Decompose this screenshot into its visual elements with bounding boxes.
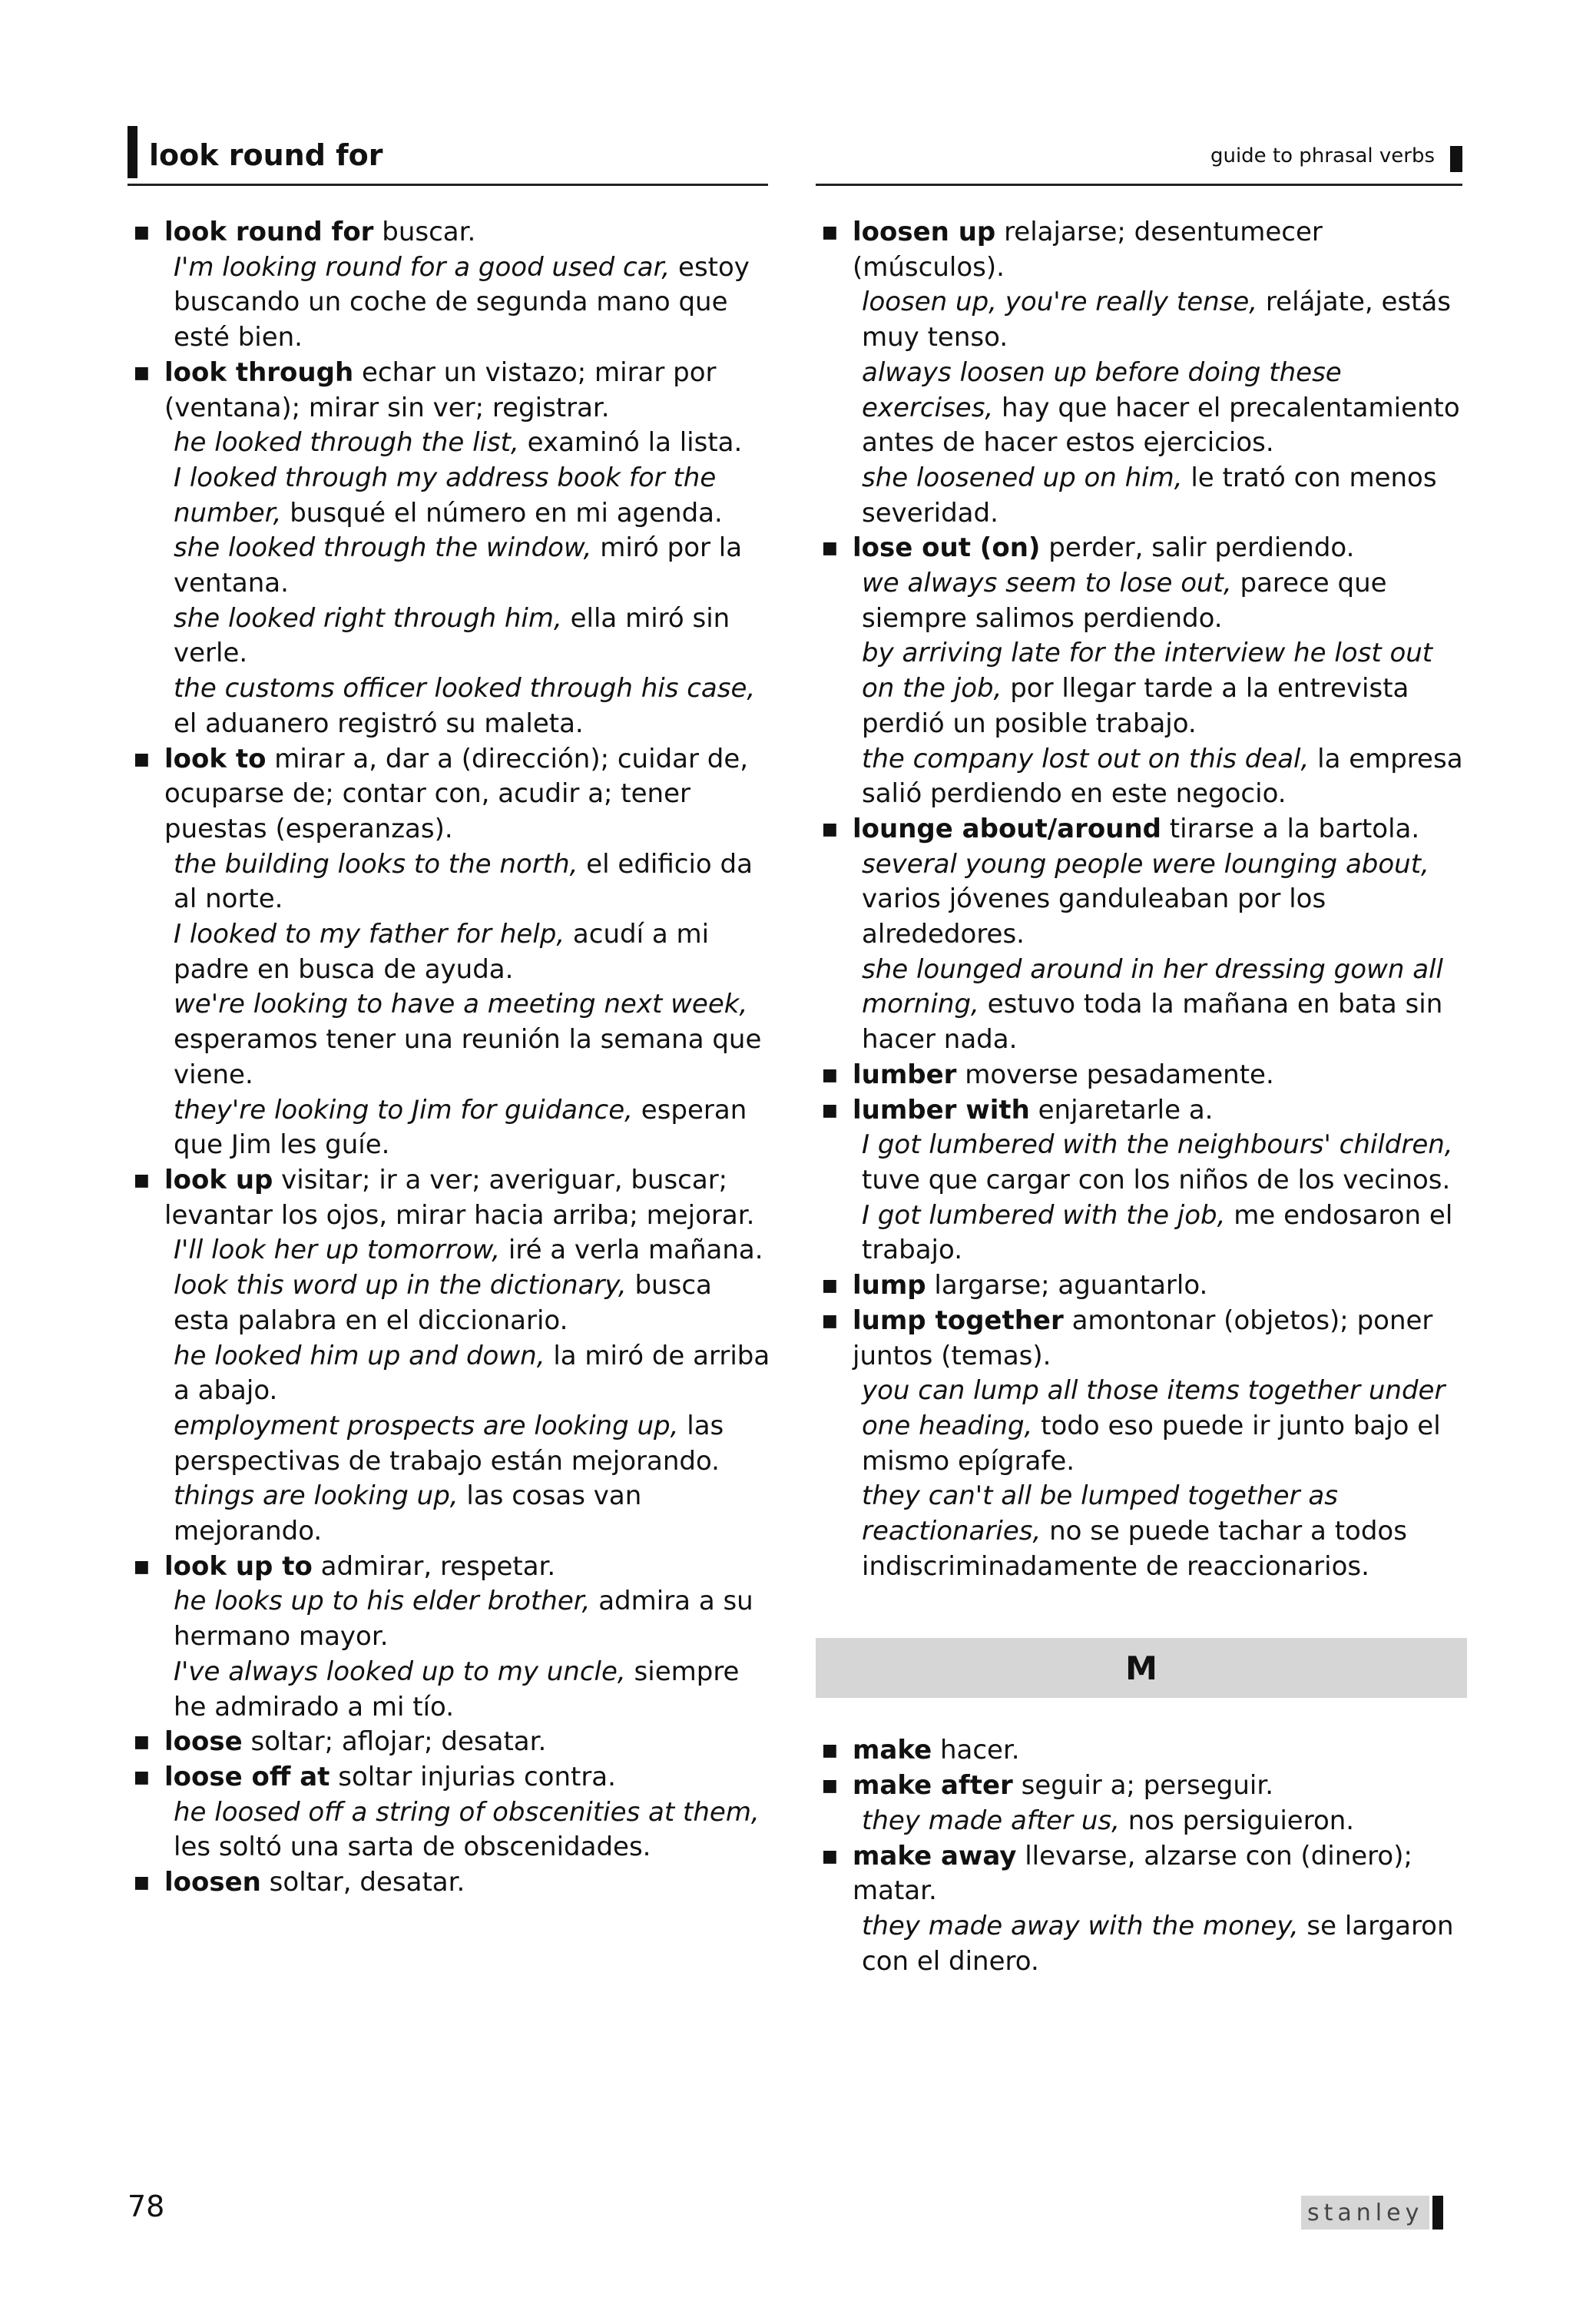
entry-definition: soltar; aflojar; desatar.	[242, 1726, 547, 1758]
entry-definition: largarse; aguantarlo.	[926, 1270, 1208, 1301]
bullet-icon: ■	[822, 1276, 838, 1296]
entry-headword: look to	[164, 743, 267, 774]
entry-headword: make	[853, 1735, 932, 1766]
example-translation: les soltó una sarta de obscenidades.	[174, 1832, 651, 1863]
running-head-guide: guide to phrasal verbs	[1210, 144, 1435, 167]
example-translation: esperan que Jim les guíe.	[174, 1094, 747, 1161]
bullet-icon: ■	[822, 1065, 838, 1085]
entry-headword: make after	[853, 1770, 1013, 1802]
usage-example	[164, 1233, 773, 1268]
entry-definition: admirar, respetar.	[312, 1550, 556, 1582]
example-translation: le trató con menos severidad.	[862, 462, 1437, 529]
usage-example	[164, 847, 773, 917]
usage-example	[853, 847, 1469, 953]
example-translation: la miró de arriba a abajo.	[174, 1340, 770, 1407]
entry-headword: loosen	[164, 1867, 261, 1898]
example-english: the company lost out on this deal,	[862, 743, 1310, 774]
example-translation: el aduanero registró su maleta.	[174, 708, 584, 739]
usage-example	[853, 285, 1469, 355]
entry-definition: soltar, desatar.	[260, 1867, 465, 1898]
usage-example	[164, 1093, 773, 1163]
usage-example	[164, 602, 773, 671]
entry-headword: make away	[853, 1840, 1017, 1871]
usage-example	[853, 1374, 1469, 1479]
usage-example	[164, 1339, 773, 1409]
usage-example	[853, 461, 1469, 531]
example-english: they can't all be lumped together as reactionaries,	[862, 1480, 1338, 1547]
dictionary-entry	[127, 215, 773, 356]
logo-bar	[1432, 2196, 1443, 2230]
example-translation: el edificio da al norte.	[174, 848, 753, 915]
example-english: the building looks to the north,	[174, 848, 578, 880]
example-english: they're looking to Jim for guidance,	[174, 1094, 633, 1126]
bullet-icon: ■	[822, 1311, 838, 1331]
publisher-logo	[1301, 2196, 1443, 2230]
example-translation: estoy buscando un coche de segunda mano que esté bien.	[174, 251, 750, 353]
entry-definition: seguir a; perseguir.	[1012, 1770, 1274, 1802]
publisher-name: stanley	[1301, 2196, 1429, 2230]
dictionary-entry	[127, 1865, 773, 1901]
dictionary-entry	[816, 1093, 1469, 1269]
running-head-title: look round for	[149, 138, 383, 172]
entry-definition: amontonar (objetos); poner juntos (temas).	[853, 1305, 1433, 1371]
usage-example	[164, 250, 773, 356]
usage-example	[164, 1268, 773, 1338]
entry-headword: lump together	[853, 1305, 1064, 1336]
example-translation: por llegar tarde a la entrevista perdió un posible trabajo.	[862, 673, 1409, 739]
example-english: she looked right through him,	[174, 602, 562, 634]
bullet-icon: ■	[134, 363, 150, 383]
entry-headword: look round for	[164, 217, 374, 247]
dictionary-entry	[816, 531, 1469, 812]
example-english: employment prospects are looking up,	[174, 1410, 679, 1441]
bullet-icon: ■	[822, 819, 838, 839]
usage-example	[164, 461, 773, 531]
example-translation: busca esta palabra en el diccionario.	[174, 1270, 712, 1336]
dictionary-entry	[816, 1733, 1469, 1769]
example-english: she lounged around in her dressing gown all morning,	[862, 953, 1443, 1020]
example-translation: ella miró sin verle.	[174, 602, 730, 669]
usage-example	[164, 917, 773, 987]
dictionary-entry	[816, 1839, 1469, 1980]
example-translation: examinó la lista.	[518, 427, 743, 459]
example-translation: parece que siempre salimos perdiendo.	[862, 568, 1387, 634]
usage-example	[164, 671, 773, 741]
usage-example	[853, 1804, 1469, 1839]
entry-headword: loosen up	[853, 217, 996, 247]
right-entry-list	[816, 215, 1469, 1584]
example-english: I looked to my father for help,	[174, 919, 565, 950]
header-rule	[127, 184, 768, 186]
section-letter-box: M	[816, 1638, 1467, 1698]
example-translation: varios jóvenes ganduleaban por los alrededores.	[862, 884, 1326, 950]
entry-definition: moverse pesadamente.	[956, 1059, 1274, 1090]
usage-example	[164, 1655, 773, 1725]
example-translation: hay que hacer el precalentamiento antes de hacer estos ejercicios.	[862, 392, 1460, 459]
header-bar-marker	[127, 126, 137, 178]
right-column	[816, 215, 1469, 1979]
example-english: loosen up, you're really tense,	[862, 287, 1258, 318]
left-running-header	[127, 115, 768, 186]
dictionary-entry	[127, 742, 773, 1163]
bullet-icon: ■	[134, 749, 150, 769]
usage-example	[164, 1584, 773, 1654]
example-translation: se largaron con el dinero.	[862, 1910, 1454, 1977]
dictionary-entry	[127, 1760, 773, 1865]
example-translation: acudí a mi padre en busca de ayuda.	[174, 919, 710, 985]
bullet-icon: ■	[134, 223, 150, 242]
header-square-marker	[1450, 146, 1462, 172]
bullet-icon: ■	[134, 1873, 150, 1893]
dictionary-entry	[127, 1550, 773, 1726]
dictionary-entry	[816, 1769, 1469, 1838]
example-english: he looks up to his elder brother,	[174, 1586, 591, 1617]
usage-example	[164, 1795, 773, 1865]
section-entry-list	[816, 1733, 1469, 1979]
page-number: 78	[127, 2190, 165, 2223]
entry-headword: lose out (on)	[853, 532, 1041, 564]
bullet-icon: ■	[134, 1767, 150, 1787]
entry-definition: buscar.	[373, 217, 476, 247]
dictionary-entry	[816, 1268, 1469, 1304]
usage-example	[164, 1409, 773, 1479]
example-english: I looked through my address book for the number,	[174, 462, 717, 529]
example-translation: nos persiguieron.	[1119, 1805, 1355, 1836]
usage-example	[853, 742, 1469, 812]
entry-definition: llevarse, alzarse con (dinero); matar.	[853, 1840, 1412, 1907]
example-english: things are looking up,	[174, 1480, 459, 1512]
dictionary-entry	[127, 1725, 773, 1760]
example-english: I'll look her up tomorrow,	[174, 1235, 501, 1266]
example-english: we always seem to lose out,	[862, 568, 1232, 599]
example-translation: esperamos tener una reunión la semana que viene.	[174, 1024, 762, 1090]
example-translation: las perspectivas de trabajo están mejorando.	[174, 1410, 724, 1477]
example-translation: admira a su hermano mayor.	[174, 1586, 753, 1653]
usage-example	[164, 1479, 773, 1549]
bullet-icon: ■	[134, 1170, 150, 1190]
entry-definition: hacer.	[932, 1735, 1020, 1766]
bullet-icon: ■	[822, 1100, 838, 1120]
example-english: I got lumbered with the neighbours' children,	[862, 1129, 1453, 1161]
usage-example	[853, 566, 1469, 636]
dictionary-entry	[816, 1304, 1469, 1585]
example-english: he loosed off a string of obscenities at them,	[174, 1796, 760, 1828]
example-translation: la empresa salió perdiendo en este negocio.	[862, 743, 1463, 810]
example-english: they made away with the money,	[862, 1910, 1299, 1941]
example-translation: miró por la ventana.	[174, 532, 743, 599]
usage-example	[164, 987, 773, 1092]
entry-headword: look through	[164, 356, 354, 388]
example-english: by arriving late for the interview he lost out on the job,	[862, 638, 1433, 704]
entry-definition: echar un vistazo; mirar por (ventana); mirar sin ver; registrar.	[164, 356, 717, 423]
entry-headword: loose off at	[164, 1761, 330, 1792]
bullet-icon: ■	[134, 1732, 150, 1752]
example-translation: todo eso puede ir junto bajo el mismo epígrafe.	[862, 1410, 1441, 1477]
entry-definition: mirar a, dar a (dirección); cuidar de, ocuparse de; contar con, acudir a; tener puestas (esperanzas).	[164, 743, 749, 844]
entry-headword: lumber with	[853, 1094, 1030, 1126]
bullet-icon: ■	[822, 1776, 838, 1796]
example-translation: estuvo toda la mañana en bata sin hacer nada.	[862, 989, 1443, 1056]
entry-definition: soltar injurias contra.	[330, 1761, 616, 1792]
example-english: I got lumbered with the job,	[862, 1199, 1226, 1231]
bullet-icon: ■	[822, 539, 838, 559]
dictionary-entry	[127, 356, 773, 742]
dictionary-entry	[127, 1163, 773, 1550]
usage-example	[853, 953, 1469, 1058]
example-english: look this word up in the dictionary,	[174, 1270, 627, 1301]
example-english: we're looking to have a meeting next week,	[174, 989, 748, 1020]
example-english: you can lump all those items together under one heading,	[862, 1375, 1446, 1441]
example-english: I'm looking round for a good used car,	[174, 251, 671, 283]
entry-definition: enjaretarle a.	[1029, 1094, 1214, 1126]
entry-definition: visitar; ir a ver; averiguar, buscar; levantar los ojos, mirar hacia arriba; mejorar.	[164, 1164, 755, 1231]
example-english: she looked through the window,	[174, 532, 592, 564]
usage-example	[164, 531, 773, 601]
example-translation: siempre he admirado a mi tío.	[174, 1656, 740, 1722]
left-column	[127, 215, 773, 1901]
example-english: I've always looked up to my uncle,	[174, 1656, 626, 1687]
dictionary-entry	[816, 1058, 1469, 1093]
example-english: he looked through the list,	[174, 427, 519, 459]
entry-definition: perder, salir perdiendo.	[1040, 532, 1355, 564]
usage-example	[853, 1198, 1469, 1268]
bullet-icon: ■	[822, 1846, 838, 1866]
example-translation: me endosaron el trabajo.	[862, 1199, 1453, 1266]
dictionary-entry	[816, 812, 1469, 1058]
example-translation: no se puede tachar a todos indiscriminadamente de reaccionarios.	[862, 1516, 1407, 1582]
example-translation: relájate, estás muy tenso.	[862, 287, 1452, 353]
example-translation: busqué el número en mi agenda.	[281, 497, 723, 529]
example-english: they made after us,	[862, 1805, 1120, 1836]
usage-example	[853, 356, 1469, 461]
example-translation: iré a verla mañana.	[500, 1235, 763, 1266]
entry-headword: lump	[853, 1270, 926, 1301]
section-divider	[816, 1638, 1469, 1698]
entry-headword: lumber	[853, 1059, 957, 1090]
usage-example	[853, 1909, 1469, 1979]
entry-headword: lounge about/around	[853, 813, 1161, 844]
entry-headword: loose	[164, 1726, 243, 1758]
entry-definition: relajarse; desentumecer (músculos).	[853, 217, 1323, 283]
example-translation: las cosas van mejorando.	[174, 1480, 642, 1547]
example-english: the customs officer looked through his case,	[174, 673, 756, 704]
right-running-header	[816, 115, 1462, 186]
usage-example	[164, 426, 773, 461]
header-rule	[816, 184, 1462, 186]
entry-headword: look up	[164, 1164, 273, 1195]
usage-example	[853, 1128, 1469, 1198]
example-english: he looked him up and down,	[174, 1340, 545, 1371]
bullet-icon: ■	[822, 223, 838, 242]
bullet-icon: ■	[134, 1557, 150, 1576]
example-english: she loosened up on him,	[862, 462, 1183, 493]
usage-example	[853, 1479, 1469, 1584]
example-translation: tuve que cargar con los niños de los vecinos.	[862, 1164, 1451, 1195]
bullet-icon: ■	[822, 1741, 838, 1761]
entry-headword: look up to	[164, 1550, 313, 1582]
example-english: always loosen up before doing these exercises,	[862, 356, 1342, 423]
example-english: several young people were lounging about,	[862, 848, 1429, 880]
dictionary-entry	[816, 215, 1469, 531]
usage-example	[853, 636, 1469, 741]
entry-definition: tirarse a la bartola.	[1161, 813, 1420, 844]
